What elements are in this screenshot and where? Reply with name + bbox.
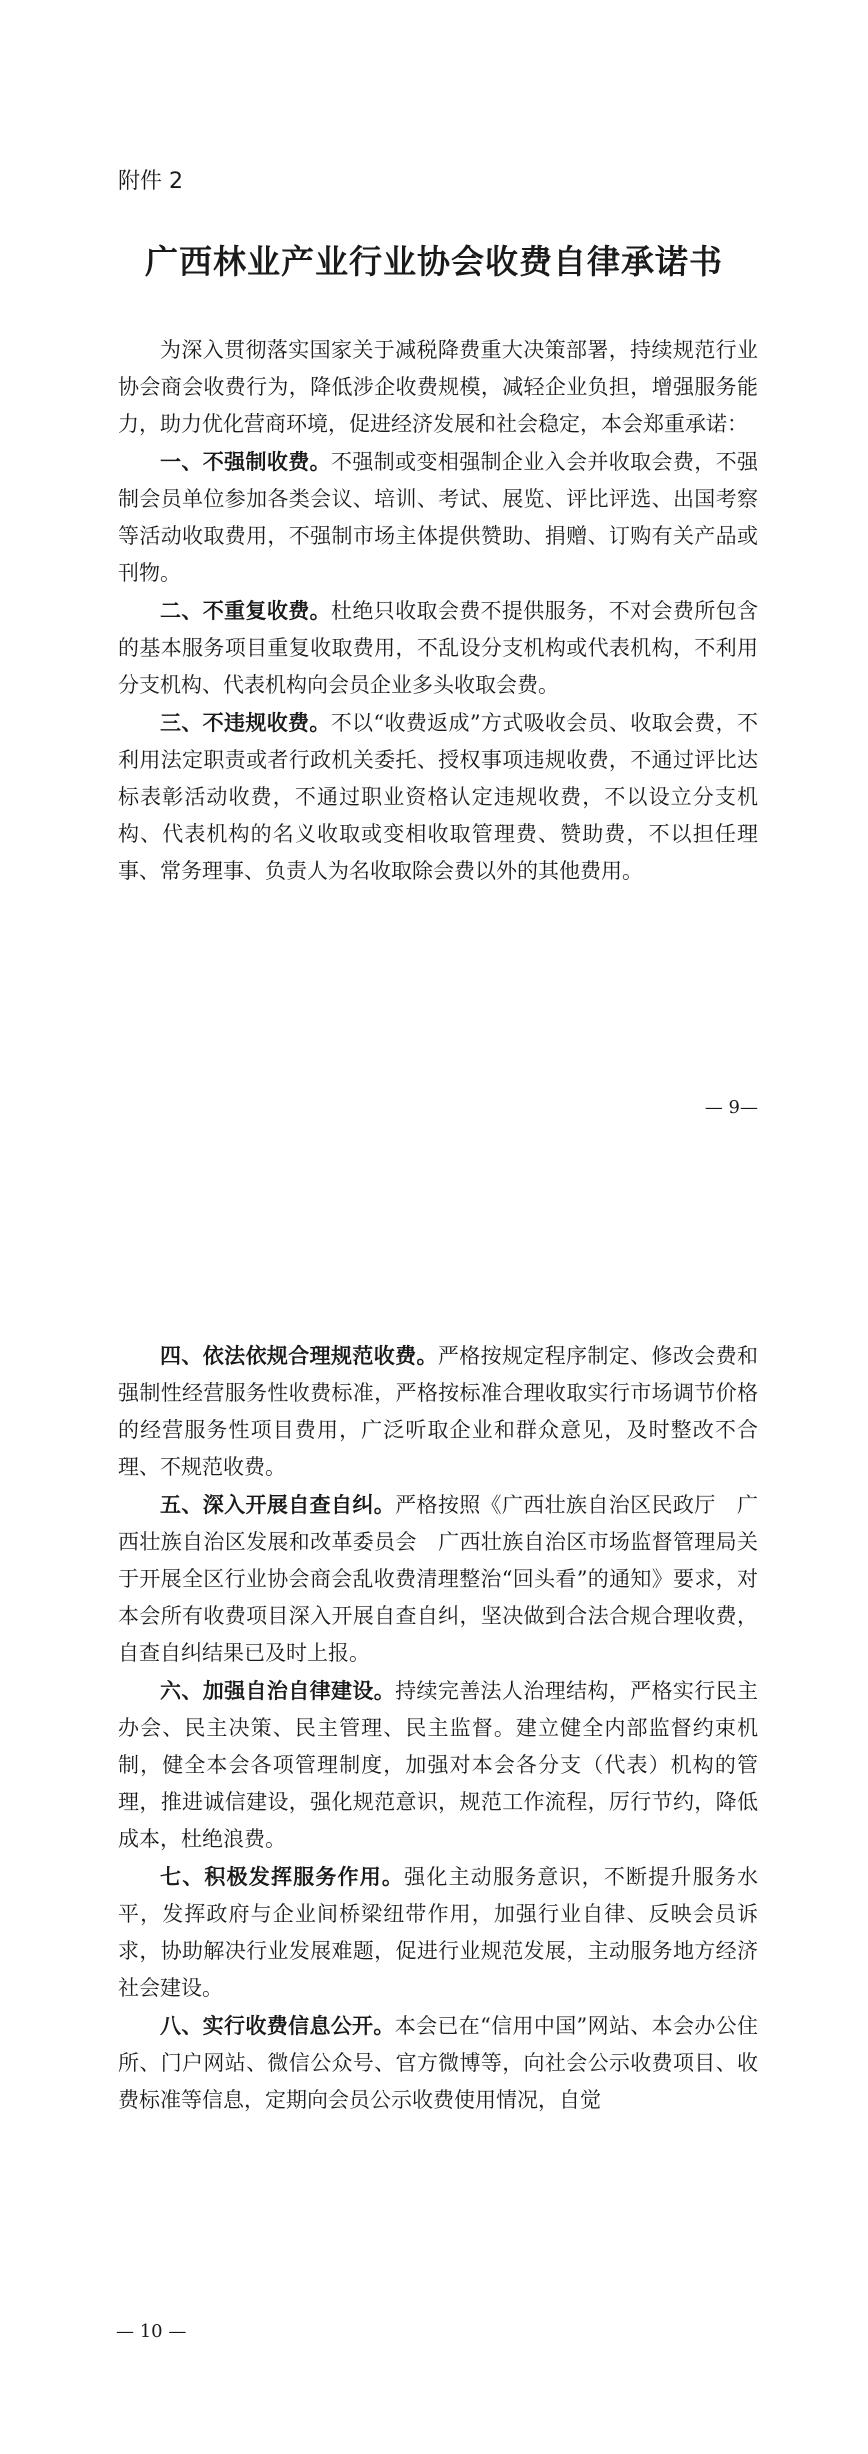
item-text: 严格按照《广西壮族自治区民政厅 广西壮族自治区发展和改革委员会 广西壮族自治区市场监督管理局关于开展全区行业协会商会乱收费清理整治“回头看”的通知》要求，对本会所有收费项目深入开展自查自纠，坚决做到合法合规合理收费，自查自纠结果已及时上报。 <box>118 1493 759 1665</box>
item-text: 本会已在“信用中国”网站、本会办公住所、门户网站、微信公众号、官方微博等，向社会公示收费项目、收费标准等信息，定期向会员公示收费使用情况，自觉 <box>118 2014 758 2112</box>
item-text: 持续完善法人治理结构，严格实行民主办会、民主决策、民主管理、民主监督。建立健全内部监督约束机制，健全本会各项管理制度，加强对本会各分支（代表）机构的管理，推进诚信建设，强化规范意识，规范工作流程，厉行节约，降低成本，杜绝浪费。 <box>118 1679 759 1851</box>
item-text: 强化主动服务意识，不断提升服务水平，发挥政府与企业间桥梁纽带作用，加强行业自律、反映会员诉求，协助解决行业发展难题，促进行业规范发展，主动服务地方经济社会建设。 <box>118 1865 759 2000</box>
commitment-item-5 <box>118 1486 758 1672</box>
item-heading: 二、不重复收费。 <box>160 598 331 623</box>
item-heading: 四、依法依规合理规范收费。 <box>160 1343 438 1368</box>
item-heading: 七、积极发挥服务作用。 <box>160 1864 405 1889</box>
page-number: — 9— <box>704 1097 758 1118</box>
page-10 <box>0 1227 868 2454</box>
commitment-item-3 <box>118 704 758 890</box>
item-heading: 八、实行收费信息公开。 <box>160 2013 395 2038</box>
page-9-body <box>118 332 758 890</box>
page-10-body <box>118 1337 758 2119</box>
item-heading: 一、不强制收费。 <box>160 449 331 474</box>
commitment-item-2 <box>118 592 758 704</box>
item-heading: 五、深入开展自查自纠。 <box>160 1492 396 1517</box>
intro-paragraph: 为深入贯彻落实国家关于减税降费重大决策部署，持续规范行业协会商会收费行为，降低涉企收费规模，减轻企业负担，增强服务能力，助力优化营商环境，促进经济发展和社会稳定，本会郑重承诺： <box>118 338 758 436</box>
page-number: — 10 — <box>116 2321 187 2342</box>
item-heading: 三、不违规收费。 <box>160 710 331 735</box>
item-heading: 六、加强自治自律建设。 <box>160 1678 396 1703</box>
item-text: 严格按规定程序制定、修改会费和强制性经营服务性收费标准，严格按标准合理收取实行市场调节价格的经营服务性项目费用，广泛听取企业和群众意见，及时整改不合理、不规范收费。 <box>118 1344 759 1479</box>
commitment-item-4 <box>118 1337 758 1486</box>
commitment-item-7 <box>118 1858 758 2007</box>
attachment-label: 附件 2 <box>118 169 183 194</box>
item-text: 不以“收费返成”方式吸收会员、收取会费，不利用法定职责或者行政机关委托、授权事项违规收费，不通过评比达标表彰活动收费，不通过职业资格认定违规收费，不以设立分支机构、代表机构的名义收取或变相收取管理费、赞助费，不以担任理事、常务理事、负责人为名收取除会费以外的其他费用。 <box>118 711 758 883</box>
document-title: 广西林业产业行业协会收费自律承诺书 <box>145 242 723 281</box>
item-text: 杜绝只收取会费不提供服务，不对会费所包含的基本服务项目重复收取费用，不乱设分支机构或代表机构，不利用分支机构、代表机构向会员企业多头收取会费。 <box>118 599 759 697</box>
commitment-item-8 <box>118 2007 758 2119</box>
item-text: 不强制或变相强制企业入会并收取会费，不强制会员单位参加各类会议、培训、考试、展览、评比评选、出国考察等活动收取费用，不强制市场主体提供赞助、捐赠、订购有关产品或刊物。 <box>118 450 759 585</box>
commitment-item-6 <box>118 1672 758 1858</box>
commitment-item-1 <box>118 443 758 592</box>
